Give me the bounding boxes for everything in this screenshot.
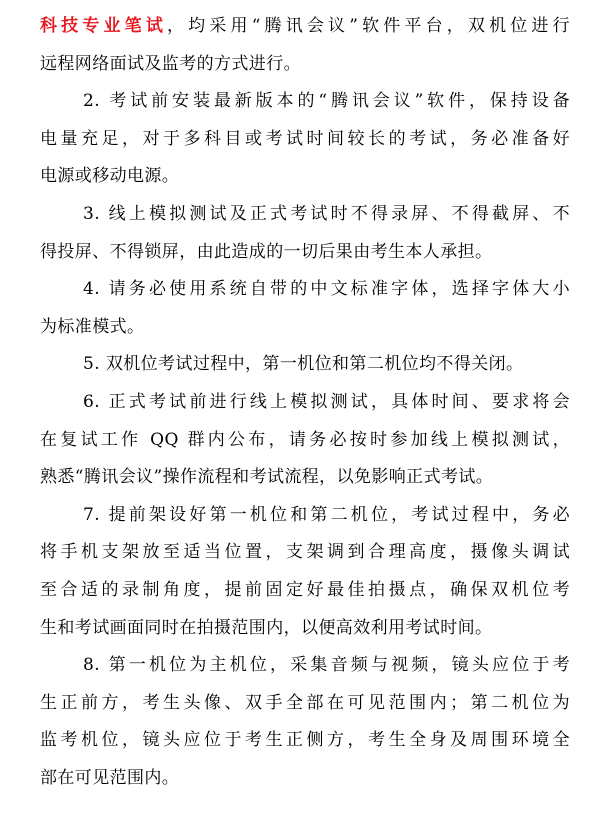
document-body: [40, 8, 570, 797]
paragraph-2-line-1: 2. 考试前安装最新版本的“腾讯会议”软件，保持设备: [83, 91, 570, 112]
paragraph-8: [40, 647, 570, 797]
paragraph-1: [40, 8, 570, 83]
paragraph-3-line-1: 3. 线上模拟测试及正式考试时不得录屏、不得截屏、不: [83, 203, 570, 224]
paragraph-3-line-2: 得投屏、不得锁屏，由此造成的一切后果由考生本人承担。: [40, 241, 493, 262]
paragraph-7-line-2: 将手机支架放至适当位置，支架调到合理高度，摄像头调试: [40, 542, 570, 563]
paragraph-2: [40, 83, 570, 196]
paragraph-8-line-1: 8. 第一机位为主机位，采集音频与视频，镜头应位于考: [83, 655, 570, 676]
paragraph-8-line-2: 生正前方，考生头像、双手全部在可见范围内；第二机位为: [40, 692, 570, 713]
paragraph-2-line-2: 电量充足，对于多科目或考试时间较长的考试，务必准备好: [40, 128, 570, 149]
paragraph-3: [40, 196, 570, 271]
paragraph-6: [40, 384, 570, 497]
paragraph-5-line-1: 5. 双机位考试过程中，第一机位和第二机位均不得关闭。: [83, 354, 524, 375]
paragraph-7-line-4: 生和考试画面同时在拍摄范围内，以便高效利用考试时间。: [40, 617, 493, 638]
paragraph-1-line-1-text: ，均采用“腾讯会议”软件平台，双机位进行: [167, 16, 570, 36]
paragraph-4-line-2: 为标准模式。: [40, 316, 145, 337]
paragraph-6-line-3: 熟悉“腾讯会议”操作流程和考试流程，以免影响正式考试。: [40, 467, 494, 488]
paragraph-1-line-1: [40, 8, 570, 46]
paragraph-6-line-1: 6. 正式考试前进行线上模拟测试，具体时间、要求将会: [83, 391, 570, 412]
paragraph-4-line-1: 4. 请务必使用系统自带的中文标准字体，选择字体大小: [83, 279, 570, 300]
paragraph-7-line-3: 至合适的录制角度，提前固定好最佳拍摄点，确保双机位考: [40, 579, 570, 600]
paragraph-2-line-3: 电源或移动电源。: [40, 166, 180, 187]
paragraph-7: [40, 497, 570, 647]
paragraph-8-line-3: 监考机位，镜头应位于考生正侧方，考生全身及周围环境全: [40, 730, 570, 751]
paragraph-7-line-1: 7. 提前架设好第一机位和第二机位，考试过程中，务必: [83, 504, 570, 525]
paragraph-6-line-2: 在复试工作 QQ 群内公布，请务必按时参加线上模拟测试，: [40, 429, 570, 450]
paragraph-1-line-2: 远程网络面试及监考的方式进行。: [40, 53, 301, 74]
highlighted-text: 科技专业笔试: [40, 16, 168, 36]
paragraph-5: [40, 346, 570, 384]
paragraph-4: [40, 271, 570, 346]
paragraph-8-line-4: 部在可见范围内。: [40, 767, 180, 788]
